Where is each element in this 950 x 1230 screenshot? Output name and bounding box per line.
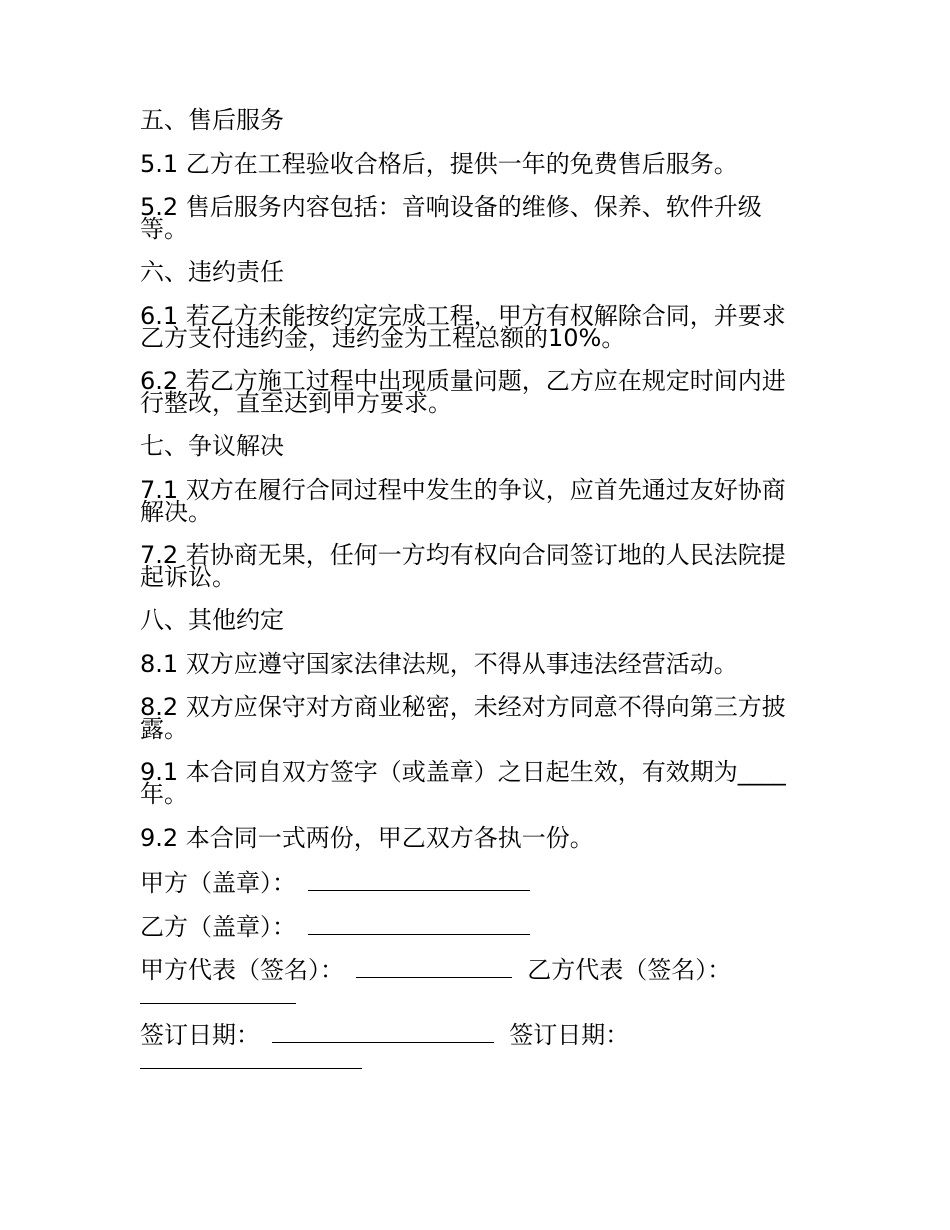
sign-date-a-field[interactable] — [272, 1040, 494, 1043]
party-b-seal-row — [140, 915, 530, 939]
party-a-seal-row — [140, 871, 530, 895]
section-6-heading: 六、违约责任 — [140, 258, 284, 286]
clause-9-2: 9.2 本合同一式两份，甲乙双方各执一份。 — [140, 824, 594, 852]
representatives-row — [140, 958, 731, 982]
clause-5-2: 5.2 售后服务内容包括：音响设备的维修、保养、软件升级等。 — [140, 193, 762, 243]
clause-8-2: 8.2 双方应保守对方商业秘密，未经对方同意不得向第三方披露。 — [140, 693, 786, 743]
party-a-seal-label: 甲方（盖章）： — [140, 869, 296, 897]
clause-5-1: 5.1 乙方在工程验收合格后，提供一年的免费售后服务。 — [140, 150, 738, 178]
party-b-rep-field[interactable] — [140, 1003, 296, 1004]
clause-7-2: 7.2 若协商无果，任何一方均有权向合同签订地的人民法院提起诉讼。 — [140, 541, 786, 591]
sign-date-row — [140, 1023, 629, 1047]
clause-8-1: 8.1 双方应遵守国家法律法规，不得从事违法经营活动。 — [140, 650, 738, 678]
clause-7-1: 7.1 双方在履行合同过程中发生的争议，应首先通过友好协商解决。 — [140, 476, 786, 526]
party-b-rep-label: 乙方代表（签名）： — [527, 956, 732, 984]
party-b-seal-field[interactable] — [308, 932, 530, 935]
party-a-rep-field[interactable] — [356, 975, 512, 978]
section-5-heading: 五、售后服务 — [140, 106, 284, 134]
clause-6-1: 6.1 若乙方未能按约定完成工程，甲方有权解除合同，并要求乙方支付违约金，违约金为工程总额的10%。 — [140, 302, 786, 352]
clause-6-2: 6.2 若乙方施工过程中出现质量问题，乙方应在规定时间内进行整改，直至达到甲方要求。 — [140, 367, 786, 417]
sign-date-b-field[interactable] — [140, 1068, 362, 1069]
section-8-heading: 八、其他约定 — [140, 606, 284, 634]
sign-date-b-label: 签订日期： — [509, 1021, 630, 1049]
party-a-rep-label: 甲方代表（签名）： — [140, 956, 344, 984]
sign-date-a-label: 签订日期： — [140, 1021, 260, 1049]
party-b-seal-label: 乙方（盖章）： — [140, 913, 296, 941]
section-7-heading: 七、争议解决 — [140, 432, 284, 460]
clause-9-1: 9.1 本合同自双方签字（或盖章）之日起生效，有效期为____年。 — [140, 758, 786, 808]
party-a-seal-field[interactable] — [308, 888, 530, 891]
